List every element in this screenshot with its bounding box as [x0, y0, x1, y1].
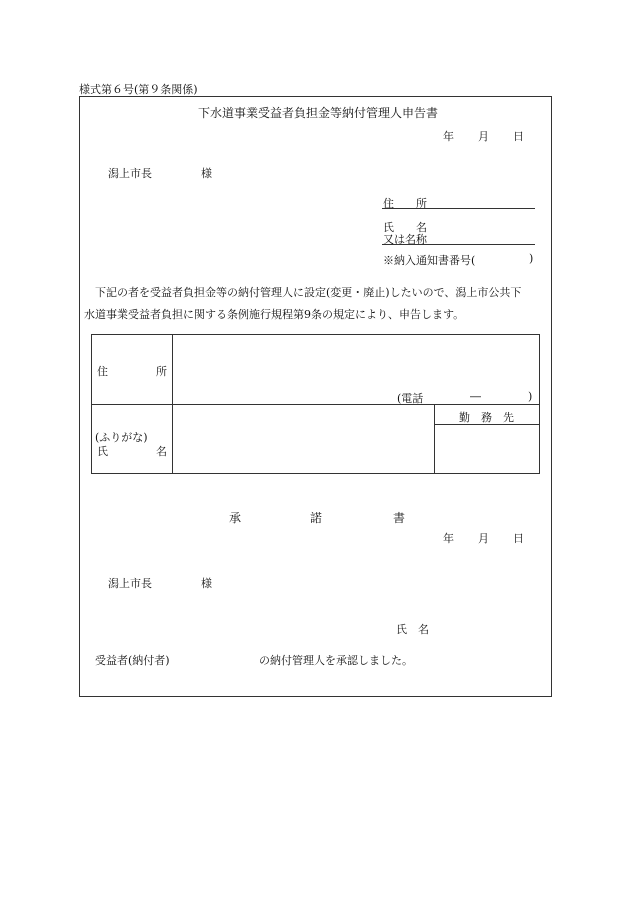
- addressee: 潟上市長: [108, 167, 152, 180]
- consent-date-year: 年: [443, 532, 454, 545]
- consent-name-label: 氏 名: [396, 623, 429, 636]
- date-day: 日: [513, 130, 524, 143]
- table-row-divider: [91, 404, 540, 405]
- form-title: 下水道事業受益者負担金等納付管理人申告書: [198, 106, 439, 120]
- consent-title-1: 承: [229, 511, 242, 525]
- table-address-label-2: 所: [156, 365, 167, 378]
- notice-number-close: ): [529, 252, 534, 265]
- table-name-label-1: 氏: [97, 445, 108, 458]
- consent-date-day: 日: [513, 532, 524, 545]
- applicant-name-underline: [382, 244, 535, 245]
- applicant-address-underline: [382, 208, 535, 209]
- table-phone-close: ): [528, 390, 533, 403]
- table-phone-open: (電話: [397, 392, 424, 405]
- applicant-address-label: 住 所: [383, 197, 427, 210]
- consent-honorific: 様: [201, 577, 212, 590]
- body-line-2: 水道事業受益者負担に関する条例施行規程第9条の規定により、申告します。: [84, 308, 465, 321]
- applicant-name-label-alt: 又は名称: [383, 233, 427, 246]
- consent-addressee: 潟上市長: [108, 577, 152, 590]
- table-phone-dash: ―: [470, 390, 481, 403]
- date-year: 年: [443, 130, 454, 143]
- consent-date-month: 月: [478, 532, 489, 545]
- consent-title-2: 諾: [310, 511, 323, 525]
- table-workplace-label: 勤 務 先: [459, 411, 514, 424]
- table-name-label-2: 名: [156, 445, 167, 458]
- addressee-honorific: 様: [201, 167, 212, 180]
- body-line-1: 下記の者を受益者負担金等の納付管理人に設定(変更・廃止)したいので、潟上市公共下: [95, 286, 522, 299]
- consent-title-3: 書: [393, 511, 406, 525]
- date-month: 月: [478, 130, 489, 143]
- table-workplace-divider: [434, 404, 435, 474]
- consent-statement-prefix: 受益者(納付者): [95, 654, 170, 667]
- form-number: 様式第６号(第９条関係): [79, 83, 198, 96]
- applicant-name-label: 氏 名: [383, 221, 427, 234]
- consent-statement-suffix: の納付管理人を承認しました。: [259, 654, 413, 667]
- table-furigana-label: (ふりがな): [95, 431, 148, 444]
- notice-number-label: ※納入通知書番号(: [383, 254, 476, 267]
- table-address-label-1: 住: [97, 365, 108, 378]
